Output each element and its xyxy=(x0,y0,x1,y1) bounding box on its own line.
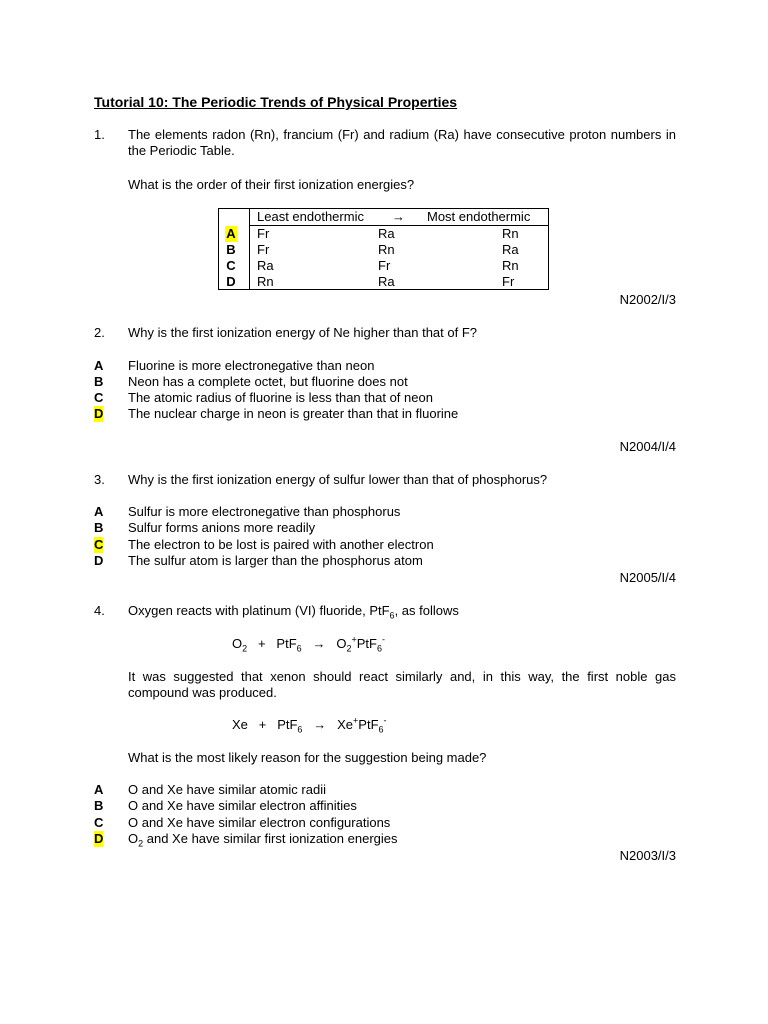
q4-equation-2: Xe + PtF$_6$ → Xe+PtF$_6$- xyxy=(232,715,387,735)
q4-reference: N2003/I/3 xyxy=(619,848,676,863)
q3-number: 3. xyxy=(94,472,105,487)
q1-row-c3: Ra xyxy=(502,242,519,257)
q1-row-letter: C xyxy=(226,258,236,273)
q1-row-c2: Fr xyxy=(378,258,391,273)
q1-row-c1: Ra xyxy=(257,258,274,273)
q3-option-text: The electron to be lost is paired with another electron xyxy=(128,537,434,552)
q2-option-letter: D xyxy=(94,406,104,421)
q1-reference: N2002/I/3 xyxy=(619,292,676,307)
reaction-arrow-icon: → xyxy=(312,636,326,651)
q2-option-text: The atomic radius of fluorine is less than that of neon xyxy=(128,390,433,405)
q2-option-text: The nuclear charge in neon is greater than that in fluorine xyxy=(128,406,459,421)
q3-option-letter: B xyxy=(94,520,104,535)
q4-text: Oxygen reacts with platinum (VI) fluoride, PtF$_6$, as follows xyxy=(128,603,459,621)
q1-row-c2: Ra xyxy=(378,226,395,241)
q1-header-arrow: → xyxy=(392,209,405,224)
q4-option-text: O and Xe have similar electron affinities xyxy=(128,798,357,813)
q3-option-letter: C xyxy=(94,537,104,552)
q1-header-right: Most endothermic xyxy=(427,209,531,224)
q1-row-c1: Fr xyxy=(257,226,270,241)
q2-option-letter: A xyxy=(94,358,104,373)
q2-text: Why is the first ionization energy of Ne higher than that of F? xyxy=(128,325,478,340)
q1-row-c2: Ra xyxy=(378,274,395,289)
q3-text: Why is the first ionization energy of sulfur lower than that of phosphorus? xyxy=(128,472,548,487)
q4-option-text: $O_2$ and Xe have similar first ionization energies xyxy=(128,831,398,849)
q2-option-letter: C xyxy=(94,390,104,405)
q1-row-letter: B xyxy=(226,242,236,257)
q3-option-text: The sulfur atom is larger than the phosphorus atom xyxy=(128,553,423,568)
q1-prompt: What is the order of their first ionization energies? xyxy=(128,177,415,192)
q3-option-letter: D xyxy=(94,553,104,568)
q2-option-text: Neon has a complete octet, but fluorine does not xyxy=(128,374,408,389)
q1-row-c3: Rn xyxy=(502,258,519,273)
q4-prompt: What is the most likely reason for the suggestion being made? xyxy=(128,750,487,765)
q1-row-c3: Rn xyxy=(502,226,519,241)
q1-header-left: Least endothermic xyxy=(257,209,364,224)
q4-option-letter: C xyxy=(94,815,104,830)
q1-text: The elements radon (Rn), francium (Fr) and radium (Ra) have consecutive proton numbers in the Periodic Table. xyxy=(128,127,676,158)
q4-option-text: O and Xe have similar electron configurations xyxy=(128,815,391,830)
q1-row-c1: Fr xyxy=(257,242,270,257)
q4-option-letter: A xyxy=(94,782,104,797)
q4-equation-1: $O_2$ + PtF$_6$ → $O_2^+PtF_6^-$ xyxy=(232,634,386,654)
q3-option-text: Sulfur forms anions more readily xyxy=(128,520,316,535)
reaction-arrow-icon: → xyxy=(313,717,327,732)
q4-option-letter: D xyxy=(94,831,104,846)
q3-option-text: Sulfur is more electronegative than phosphorus xyxy=(128,504,401,519)
q1-row-letter: D xyxy=(226,274,236,289)
q1-row-c1: Rn xyxy=(257,274,274,289)
q4-text-2: It was suggested that xenon should react similarly and, in this way, the first noble gas compound was produced. xyxy=(128,669,676,700)
q2-number: 2. xyxy=(94,325,105,340)
q2-option-letter: B xyxy=(94,374,104,389)
q1-number: 1. xyxy=(94,127,105,142)
page-title: Tutorial 10: The Periodic Trends of Physical Properties xyxy=(94,94,458,110)
q2-reference: N2004/I/4 xyxy=(619,439,676,454)
q4-option-letter: B xyxy=(94,798,104,813)
q1-row-c2: Rn xyxy=(378,242,395,257)
q3-reference: N2005/I/4 xyxy=(619,570,676,585)
q2-option-text: Fluorine is more electronegative than neon xyxy=(128,358,375,373)
q1-row-letter: A xyxy=(226,226,236,241)
q4-option-text: O and Xe have similar atomic radii xyxy=(128,782,326,797)
q4-number: 4. xyxy=(94,603,105,618)
q1-row-c3: Fr xyxy=(502,274,515,289)
q1-table-divider xyxy=(249,208,250,290)
q3-option-letter: A xyxy=(94,504,104,519)
